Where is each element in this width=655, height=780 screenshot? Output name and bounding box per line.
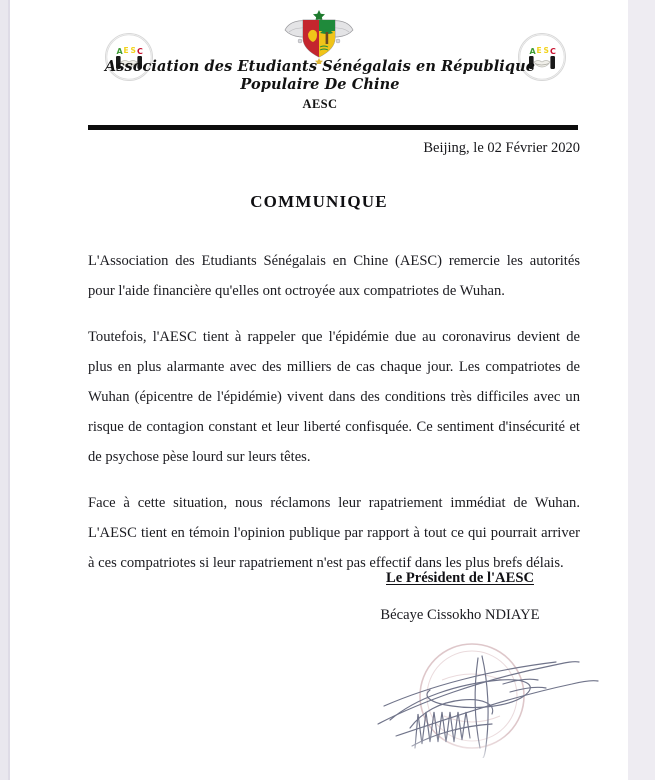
organization-title — [70, 58, 570, 94]
svg-text:A: A — [529, 47, 536, 56]
date-line: Beijing, le 02 Février 2020 — [423, 140, 580, 156]
svg-text:E: E — [536, 46, 542, 55]
svg-text:E: E — [123, 46, 129, 55]
page-frame-left — [0, 0, 8, 780]
svg-text:A: A — [116, 47, 123, 56]
organization-abbreviation: AESC — [302, 97, 338, 111]
handwritten-signature — [360, 628, 610, 758]
svg-text:C: C — [550, 47, 556, 56]
organization-title-line-1: Association des Etudiants Sénégalais en République — [104, 58, 536, 75]
page-frame-right — [628, 0, 655, 780]
letterhead — [10, 0, 628, 120]
svg-text:S: S — [543, 46, 549, 55]
page-title: COMMUNIQUE — [250, 192, 388, 211]
signature-name: Bécaye Cissokho NDIAYE — [380, 607, 540, 623]
header-divider-rule — [88, 125, 578, 130]
signature-area — [360, 628, 610, 758]
signature-title: Le Président de l'AESC — [386, 570, 534, 586]
paper-sheet — [10, 0, 628, 780]
svg-text:S: S — [130, 46, 136, 55]
paragraph: Face à cette situation, nous réclamons leur rapatriement immédiat de Wuhan. L'AESC tient en témoin l'opinion publique par rapport à tout ce qui pourrait arriver à ces compatriotes si leur rapatriement n'est pas effectif dans les plus brefs délais. — [88, 495, 580, 571]
svg-text:C: C — [137, 47, 143, 56]
paragraph: L'Association des Etudiants Sénégalais en Chine (AESC) remercie les autorités pour l'aide financière qu'elles ont octroyée aux compatriotes de Wuhan. — [88, 253, 580, 299]
paragraph: Toutefois, l'AESC tient à rappeler que l'épidémie due au coronavirus devient de plus en plus alarmante avec des milliers de cas chaque jour. Les compatriotes de Wuhan (épicentre de l'épidémie) vivent dans des conditions très difficiles avec un risque de contagion constant et leur liberté confisquée. Ce sentiment d'insécurité et de psychose pèse lourd sur leurs têtes. — [88, 329, 580, 465]
senegal-coat-of-arms — [278, 8, 360, 64]
organization-title-line-2: Populaire De Chine — [240, 76, 400, 93]
document-body — [88, 246, 580, 578]
